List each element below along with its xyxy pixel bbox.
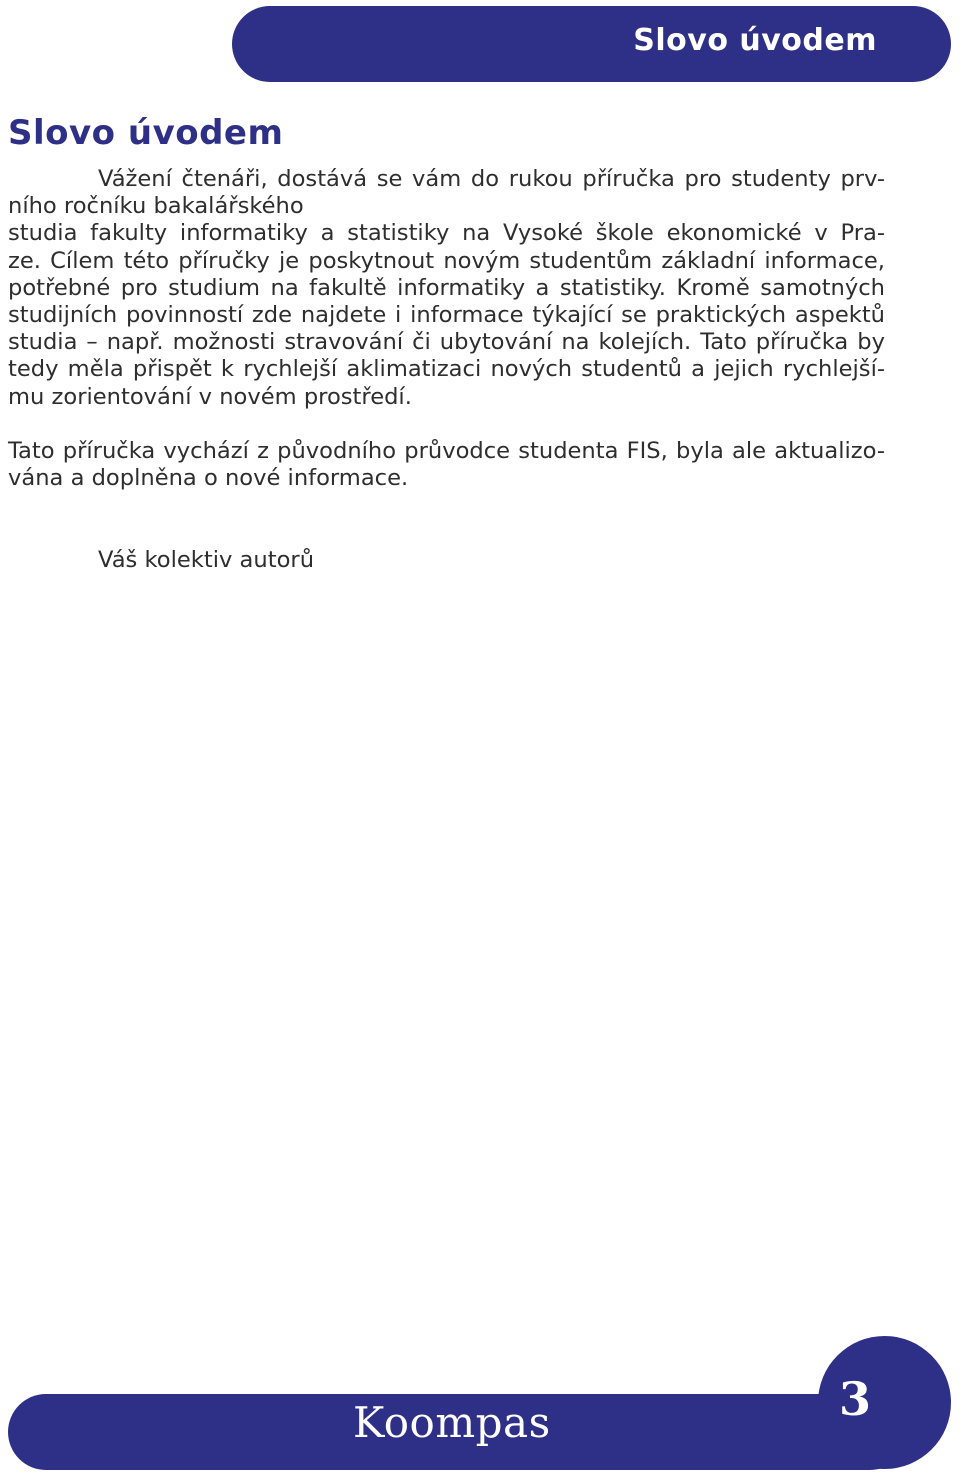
second-paragraph [8, 438, 885, 492]
text-line: Tato příručka vychází z původního průvodce studenta FIS, byla ale aktualizo- [8, 438, 885, 464]
text-line: ze. Cílem této příručky je poskytnout novým studentům základní informace, [8, 247, 885, 274]
signature: Váš kolektiv autorů [98, 547, 315, 573]
header-title: Slovo úvodem [633, 23, 877, 58]
text-line: ního ročníku bakalářského [8, 193, 304, 220]
text-line: potřebné pro studium na fakultě informatiky a statistiky. Kromě samotných [8, 274, 885, 301]
footer-logo: Koompas [353, 1398, 551, 1447]
text-line: studia fakulty informatiky a statistiky na Vysoké škole ekonomické v Pra- [8, 220, 885, 247]
text-line: Vážení čtenáři, dostává se vám do rukou příručka pro studenty prv- [98, 166, 885, 192]
page-number: 3 [838, 1372, 871, 1426]
intro-paragraph [8, 166, 885, 411]
text-line: tedy měla přispět k rychlejší aklimatizaci nových studentů a jejich rychlejší- [8, 356, 885, 383]
header-bar [232, 6, 951, 82]
text-line: vána a doplněna o nové informace. [8, 465, 409, 492]
text-line: mu zorientování v novém prostředí. [8, 383, 412, 410]
text-line: studijních povinností zde najdete i informace týkající se praktických aspektů [8, 302, 885, 329]
page-title: Slovo úvodem [8, 113, 284, 153]
text-line: studia – např. možnosti stravování či ubytování na kolejích. Tato příručka by [8, 329, 885, 356]
